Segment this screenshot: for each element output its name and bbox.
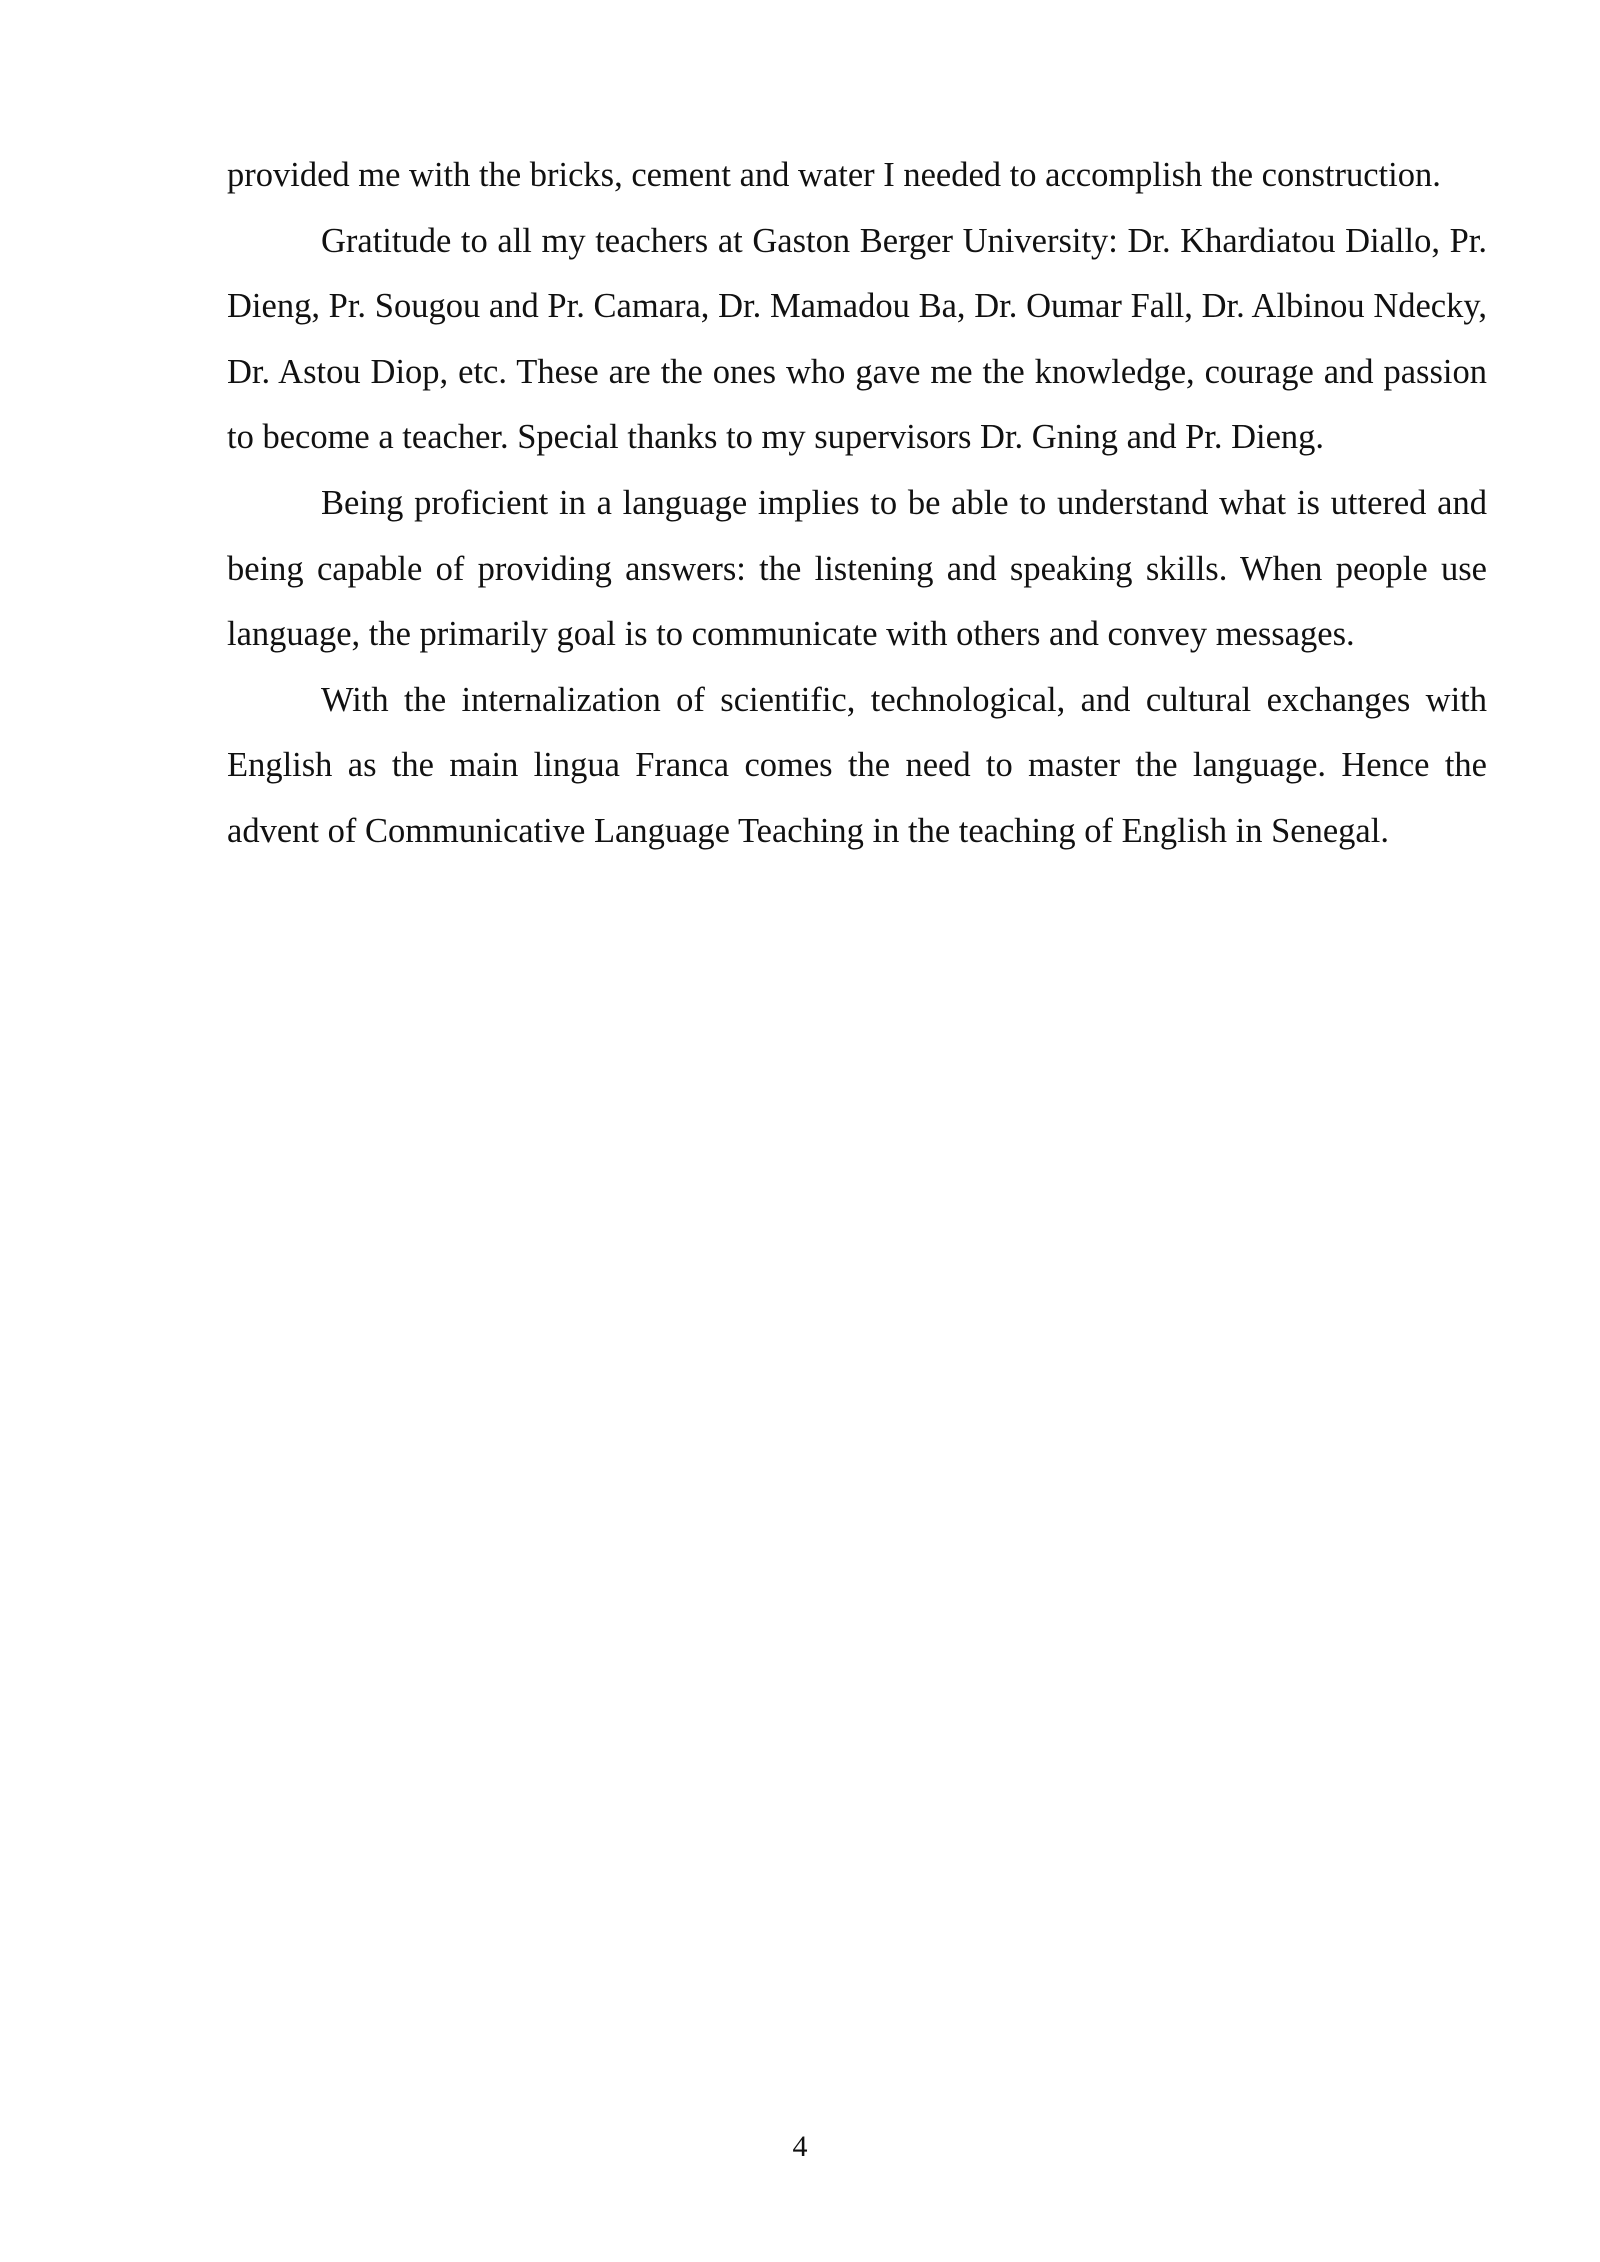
document-body [227, 143, 1487, 865]
paragraph-proficiency: Being proficient in a language implies to be able to understand what is uttered and being capable of providing answers: the listening and speaking skills. When people use language, the primarily goal is to communicate with others and convey messages. [227, 483, 1487, 654]
paragraph-continuation: provided me with the bricks, cement and water I needed to accomplish the construction. [227, 156, 1441, 194]
paragraph-internalization: With the internalization of scientific, technological, and cultural exchanges with English as the main lingua Franca comes the need to master the language. Hence the advent of Communicative Language Teaching in the teaching of English in Senegal. [227, 680, 1487, 850]
page-number: 4 [792, 2130, 808, 2163]
paragraph-gratitude: Gratitude to all my teachers at Gaston Berger University: Dr. Khardiatou Diallo, Pr. Dieng, Pr. Sougou and Pr. Camara, Dr. Mamadou Ba, Dr. Oumar Fall, Dr. Albinou Ndecky, Dr. Astou Diop, etc. These are the ones who gave me the knowledge, courage and passion to become a teacher. Special thanks to my supervisors Dr. Gning and Pr. Dieng. [227, 221, 1487, 457]
